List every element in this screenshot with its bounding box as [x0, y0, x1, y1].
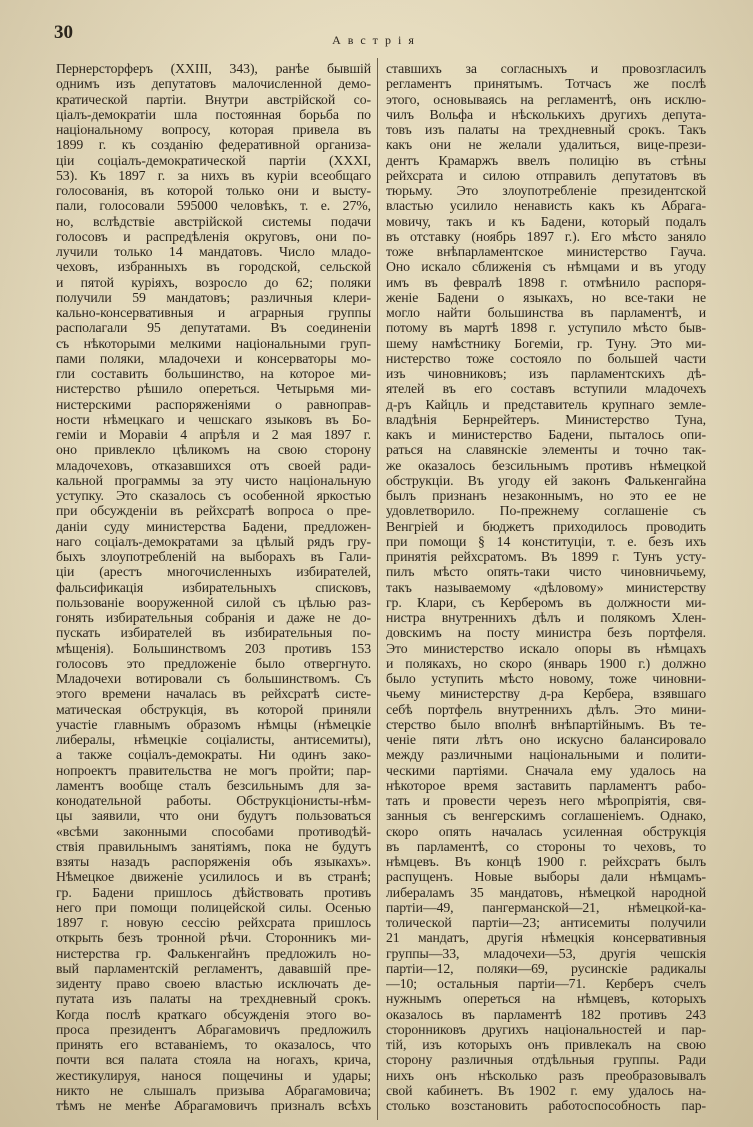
text-line: Оно искало сближенія съ нѣмцами и въ угоду: [386, 259, 706, 275]
text-line: д-ръ Кайцль и представитель крупнаго земле-: [386, 396, 706, 412]
text-line: дентъ Крамаржъ ввелъ полицію въ стѣны: [386, 152, 706, 168]
text-line: же оказалось безсильнымъ противъ нѣмецкой: [386, 457, 706, 473]
text-line: нистерство тоже состояло по большей части: [386, 350, 706, 366]
text-line: жестикулируя, нанося пощечины и удары;: [56, 1067, 371, 1083]
text-line: въ отставку (ноябрь 1897 г.). Его мѣсто заняло: [386, 228, 706, 244]
text-line: раться на славянскіе элементы и точно так-: [386, 442, 706, 458]
text-line: фальсификація избирательныхъ списковъ,: [56, 579, 371, 595]
text-line: властью усилило ненависть какъ къ Абрага-: [386, 198, 706, 214]
text-line: гр. Бадени пришлось дѣйствовать противъ: [56, 884, 371, 900]
text-line: открыть безъ тронной рѣчи. Сторонникъ ми-: [56, 930, 371, 946]
text-line: конодательной работы. Обструкціонисты-нѣм-: [56, 793, 371, 808]
text-line: Пернерсторферъ (XXIII, 343), ранѣе бывшій: [56, 61, 371, 76]
text-line: ченіе пяти лѣтъ оно искусно балансировало: [386, 732, 706, 747]
page-number: 30: [54, 22, 73, 43]
text-line: чилъ Вольфа и нѣсколькихъ другихъ депута-: [386, 106, 706, 122]
text-line: партіи—12, поляки—69, русинскіе радикалы: [386, 960, 706, 976]
text-line: —10; остальныя партіи—71. Керберъ счелъ: [386, 976, 706, 991]
text-line: ламентъ вообще сталъ безсильнымъ для за-: [56, 777, 371, 793]
text-line: группы—33, младочехи—53, другія чешскія: [386, 945, 706, 961]
text-line: владѣнія Бернрейтеръ. Министерство Туна,: [386, 411, 706, 427]
text-line: тать и провести черезъ него мѣропріятія, свя-: [386, 793, 706, 808]
text-line: между различными національными и полити-: [386, 747, 706, 763]
text-line: распущенъ. Новые выборы дали нѣмцамъ-: [386, 869, 706, 885]
text-line: нихъ онъ нѣсколько разъ преобразовывалъ: [386, 1067, 706, 1083]
text-line: регламентъ принятымъ. Тотчасъ же послѣ: [386, 76, 706, 92]
text-line: свой кабинетъ. Въ 1902 г. ему удалось на-: [386, 1082, 706, 1098]
text-line: какъ они не желали удалиться, вице-прези-: [386, 137, 706, 153]
text-line: пали, голосовали 595000 человѣкъ, т. е. 27%,: [56, 198, 371, 214]
text-line: пользованіе вооруженной силой съ цѣлью раз-: [56, 594, 371, 610]
text-line: пускать избирателей въ избирательныя по-: [56, 625, 371, 641]
text-line: либераламъ 35 мандатовъ, нѣмецкой народной: [386, 884, 706, 900]
text-line: 1897 г. новую сессію рейхсрата пришлось: [56, 915, 371, 930]
text-line: тій, изъ которыхъ онъ привлекалъ на свою: [386, 1037, 706, 1052]
text-line: Это министерство искало опоры въ нѣмцахъ: [386, 640, 706, 656]
text-line: принятія рейхсратомъ. Въ 1899 г. Тунъ усту-: [386, 549, 706, 564]
text-line: ности нѣмецкаго и чешскаго языковъ въ Бо-: [56, 411, 371, 427]
text-line: ятелей въ его составъ вступили младочехъ: [386, 381, 706, 397]
text-line: и полякахъ, но скоро (январь 1900 г.) должно: [386, 655, 706, 671]
text-line: а также соціалъ-демократы. Ни одинъ зако-: [56, 747, 371, 763]
text-line: кально-консервативныя и аграрныя группы: [56, 305, 371, 320]
text-line: удовлетворило. По-прежнему соглашеніе съ: [386, 503, 706, 519]
text-line: изъ чиновниковъ; изъ парламентскихъ дѣ-: [386, 366, 706, 381]
text-line: кальной программы за эту чисто національную: [56, 472, 371, 488]
text-line: такъ называемому «дѣловому» министерству: [386, 579, 706, 595]
text-line: располагали 95 депутатами. Въ соединеніи: [56, 320, 371, 336]
text-line: стерство было вполнѣ внѣпартійнымъ. Въ те-: [386, 716, 706, 732]
text-line: національному вопросу, которая привела въ: [56, 122, 371, 137]
text-line: при помощи § 14 конституціи, т. е. безъ ихъ: [386, 533, 706, 549]
text-line: мѣщенія). Большинствомъ 203 противъ 153: [56, 640, 371, 656]
text-line: зиденту право своею властью исключать де-: [56, 976, 371, 991]
text-line: потому въ мартѣ 1898 г. уступило мѣсто быв-: [386, 320, 706, 336]
text-line: шему намѣстнику Богеміи, гр. Туну. Это ми-: [386, 335, 706, 351]
text-line: и пятой куріяхъ, возросло до 62; поляки: [56, 274, 371, 290]
text-line: 21 мандатъ, другія нѣмецкія консервативныя: [386, 930, 706, 946]
text-line: гонять избирательныя собранія и даже не до-: [56, 610, 371, 625]
text-line: геміи и Моравіи 4 апрѣля и 2 мая 1897 г.: [56, 427, 371, 442]
text-line: какъ и министерство Бадени, пыталось опи-: [386, 427, 706, 442]
text-line: нѣмцевъ. Въ концѣ 1900 г. рейхсратъ былъ: [386, 854, 706, 869]
text-line: сторону различныя отдѣльныя группы. Ради: [386, 1052, 706, 1068]
text-line: довскимъ на посту министра безъ портфеля.: [386, 625, 706, 641]
text-line: ціи (арестъ многочисленныхъ избирателей,: [56, 564, 371, 580]
text-line: мовичу, такъ и къ Бадени, который подалъ: [386, 213, 706, 229]
text-line: пами поляки, младочехи и консерваторы мо-: [56, 350, 371, 366]
text-line: 53). Къ 1897 г. за нихъ въ куріи всеобщаго: [56, 167, 371, 183]
text-line: занныя съ венгерскимъ соглашеніемъ. Однако,: [386, 808, 706, 824]
text-line: ческими партіями. Сначала ему удалось на: [386, 762, 706, 778]
text-line: но, вслѣдствіе австрійской системы подачи: [56, 213, 371, 229]
text-line: скоро опять началась усиленная обструкція: [386, 823, 706, 839]
left-text-column: [56, 61, 371, 1113]
text-line: нѣкоторое время заставить парламентъ рабо-: [386, 777, 706, 793]
text-line: было уступить мѣсто новому, тоже чиновни-: [386, 671, 706, 686]
text-line: Нѣмецкое движеніе усилилось и въ странѣ;: [56, 869, 371, 885]
text-line: чеховъ, избранныхъ въ городской, сельской: [56, 259, 371, 275]
text-line: цы заявили, что они будутъ пользоваться: [56, 808, 371, 824]
text-line: «всѣми законными способами противодѣй-: [56, 823, 371, 839]
text-line: никто не слышалъ призыва Абрагамовича;: [56, 1082, 371, 1098]
text-line: пилъ мѣсто опять-таки чисто чиновничьему,: [386, 564, 706, 580]
text-line: принять его вставаніемъ, то оказалось, что: [56, 1037, 371, 1052]
text-line: лучили только 14 мандатовъ. Число младо-: [56, 244, 371, 259]
text-line: обструкціи. Въ угоду ей законъ Фалькенгайна: [386, 472, 706, 488]
text-line: голосовъ это предложеніе было отвергнуто.: [56, 655, 371, 671]
text-line: уступку. Это сказалось съ особенной яркостью: [56, 488, 371, 503]
text-line: тѣмъ не менѣе Абрагамовичъ призналъ всѣхъ: [56, 1098, 371, 1113]
text-line: младочеховъ, отказавшихся отъ своей ради-: [56, 457, 371, 473]
text-line: гр. Клари, съ Керберомъ въ должности ми-: [386, 594, 706, 610]
text-line: ствія правильнымъ занятіямъ, пока не будутъ: [56, 838, 371, 854]
running-head: Австрія: [332, 33, 421, 47]
text-line: нужнымъ опереться на нѣмцевъ, которыхъ: [386, 991, 706, 1007]
text-line: себѣ портфель внутреннихъ дѣлъ. Это мини-: [386, 701, 706, 717]
text-line: женіе Бадени о языкахъ, но все-таки не: [386, 289, 706, 305]
text-line: однимъ изъ депутатовъ малочисленной демо-: [56, 76, 371, 92]
text-line: ціалъ-демократіи шла постоянная борьба по: [56, 106, 371, 122]
text-line: оказалось въ парламентѣ 182 противъ 243: [386, 1006, 706, 1022]
text-line: участіе главнымъ образомъ нѣмцы (нѣмецкіе: [56, 716, 371, 732]
text-line: съ нѣкоторыми мелкими національными груп-: [56, 335, 371, 351]
text-line: гли составить большинство, на которое ми-: [56, 366, 371, 381]
text-line: толической партіи—23; антисемиты получили: [386, 915, 706, 930]
text-line: взяты назадъ распоряженія объ языкахъ».: [56, 854, 371, 869]
text-line: рейхсрата и силою отправилъ депутатовъ въ: [386, 167, 706, 183]
text-line: этого времени началась въ рейхсратѣ систе-: [56, 686, 371, 702]
column-divider: [377, 58, 378, 1120]
text-line: Когда послѣ краткаго обсужденія этого во-: [56, 1006, 371, 1022]
text-line: въ парламентѣ, со стороны то чеховъ, то: [386, 838, 706, 854]
text-line: голосованія, въ которой только они и высту-: [56, 183, 371, 198]
text-line: могло найти большинства въ парламентѣ, и: [386, 305, 706, 320]
text-line: товъ изъ палаты на трехдневный срокъ. Такъ: [386, 122, 706, 137]
text-line: чьему министерству д-ра Кербера, взявшаго: [386, 686, 706, 702]
text-line: при обсужденіи въ рейхсратѣ вопроса о пре-: [56, 503, 371, 519]
text-line: вый парламентскій регламентъ, дававшій пре-: [56, 960, 371, 976]
text-line: столько возстановить работоспособность пар-: [386, 1098, 706, 1113]
text-line: ціи соціалъ-демократической партіи (XXXI,: [56, 152, 371, 168]
text-line: наго соціалъ-демократами за цѣлый рядъ гру-: [56, 533, 371, 549]
text-line: него при помощи полицейской силы. Осенью: [56, 899, 371, 915]
text-line: партіи—49, пангерманской—21, нѣмецкой-ка-: [386, 899, 706, 915]
text-line: Венгріей и бюджетъ приходилось проводить: [386, 518, 706, 534]
text-line: проса президентъ Абрагамовичъ предложилъ: [56, 1021, 371, 1037]
text-line: путата изъ палаты на трехдневный срокъ.: [56, 991, 371, 1007]
text-line: тоже внѣпарламентское министерство Гауча.: [386, 244, 706, 259]
text-line: оно привлекло цѣликомъ на свою сторону: [56, 442, 371, 458]
text-line: нопроектъ правительства не могъ пройти; пар-: [56, 762, 371, 778]
text-line: голосовъ и распредѣленія округовъ, они по-: [56, 228, 371, 244]
text-line: либералы, нѣмецкіе соціалисты, антисемиты),: [56, 732, 371, 747]
text-line: сторонниковъ другихъ національностей и пар-: [386, 1021, 706, 1037]
text-line: былъ признанъ незаконнымъ, но это ее не: [386, 488, 706, 503]
text-line: почти вся палата стояла на ногахъ, крича,: [56, 1052, 371, 1068]
text-line: получили 59 мандатовъ; различныя клери-: [56, 289, 371, 305]
text-line: этого, основываясь на регламентѣ, онъ исклю-: [386, 91, 706, 107]
text-line: матическая обструкція, въ которой приняли: [56, 701, 371, 717]
text-line: нистерства гр. Фалькенгайнъ предложилъ но-: [56, 945, 371, 961]
text-line: нистерскими распоряженіями о равноправ-: [56, 396, 371, 412]
right-text-column: [386, 61, 706, 1113]
text-line: имъ въ февралѣ 1898 г. отмѣнило распоря-: [386, 274, 706, 290]
text-line: Младочехи вотировали съ большинствомъ. Съ: [56, 671, 371, 686]
text-line: быхъ злоупотребленій на выборахъ въ Гали-: [56, 549, 371, 564]
text-line: даніи суду министерства Бадени, предложен-: [56, 518, 371, 534]
text-line: ставшихъ за согласныхъ и провозгласилъ: [386, 61, 706, 76]
text-line: кратической партіи. Внутри австрійской со-: [56, 91, 371, 107]
text-line: нистра внутреннихъ дѣлъ и полякомъ Хлен-: [386, 610, 706, 625]
text-line: тюрьму. Это злоупотребленіе президентской: [386, 183, 706, 198]
text-line: 1899 г. къ созданію федеративной организа-: [56, 137, 371, 153]
text-line: нистерство рѣшило опереться. Четырьмя ми-: [56, 381, 371, 397]
